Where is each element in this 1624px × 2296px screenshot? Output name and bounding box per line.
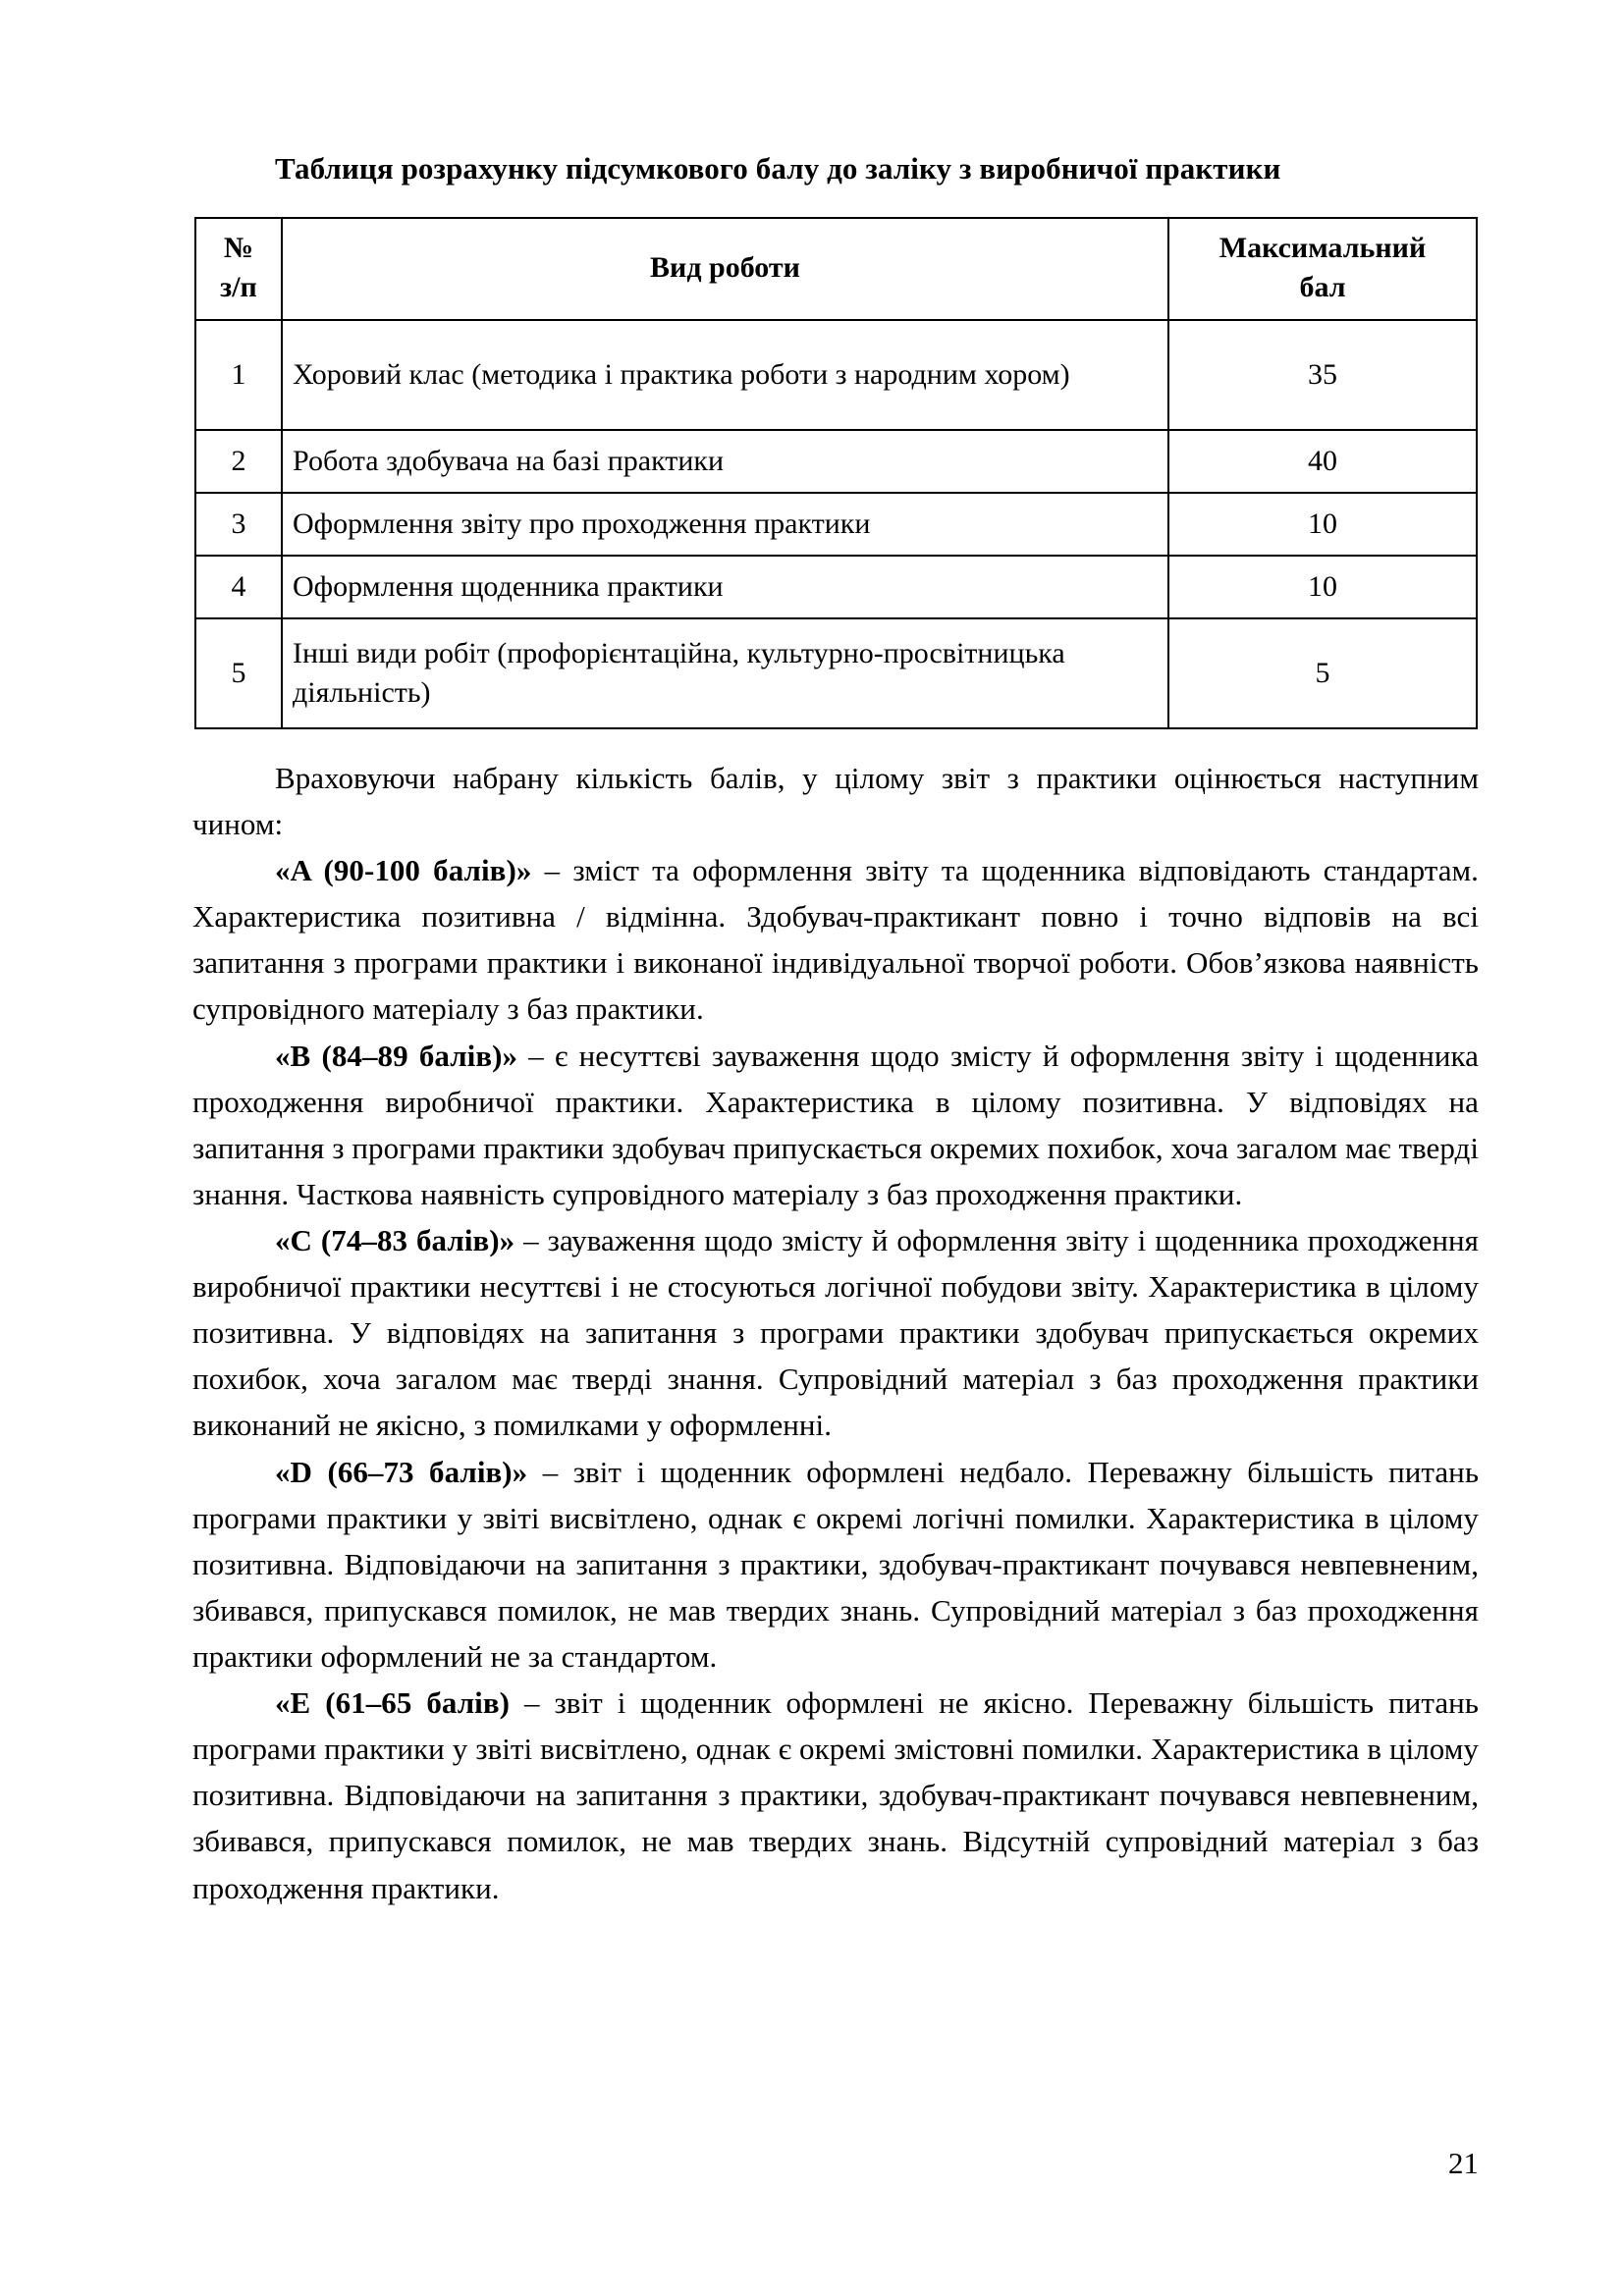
row-number: 3 <box>195 493 282 556</box>
table-row <box>195 430 1477 493</box>
row-max-score: 40 <box>1168 430 1477 493</box>
row-work-type: Хоровий клас (методика і практика роботи з народним хором) <box>282 320 1168 430</box>
grade-paragraph-b <box>192 1033 1479 1217</box>
grade-label-d: «D (66–73 балів)» <box>275 1454 528 1489</box>
column-header-number-line1: № <box>223 232 254 265</box>
page-number: 21 <box>1448 2146 1479 2180</box>
row-work-type: Робота здобувача на базі практики <box>282 430 1168 493</box>
row-number: 5 <box>195 618 282 728</box>
row-number: 1 <box>195 320 282 430</box>
column-header-max-score-line2: бал <box>1299 271 1346 303</box>
table-row <box>195 556 1477 618</box>
page-content <box>192 145 1479 1911</box>
row-work-type: Інші види робіт (профорієнтаційна, культурно-просвітницька діяльність) <box>282 618 1168 728</box>
column-header-number-line2: з/п <box>220 271 257 303</box>
grade-paragraph-e <box>192 1680 1479 1911</box>
grade-text-d: – звіт і щоденник оформлені недбало. Переважну більшість питань програми практики у звіті висвітлено, однак є окремі логічні помилки. Характеристика в цілому позитивна. Відповідаючи на запитання з практики, здобувач-практикант почувався невпевненим, збивався, припускався помилок, не мав твердих знань. Супровідний матеріал з баз проходження практики оформлений не за стандартом. <box>192 1454 1480 1674</box>
column-header-number <box>195 218 282 320</box>
grade-label-b: «B (84–89 балів)» <box>275 1038 518 1073</box>
page-title: Таблиця розрахунку підсумкового балу до заліку з виробничої практики <box>275 151 1281 186</box>
grade-label-a: «A (90-100 балів)» <box>275 853 532 888</box>
row-number: 2 <box>195 430 282 493</box>
grade-text-b: – є несуттєві зауваження щодо змісту й оформлення звіту і щоденника проходження виробничої практики. Характеристика в цілому позитивна. У відповідях на запитання з програми практики здобувач припускається окремих похибок, хоча загалом має тверді знання. Часткова наявність супровідного матеріалу з баз проходження практики. <box>192 1038 1479 1211</box>
grade-label-e: «E (61–65 балів) <box>275 1685 510 1721</box>
table-body <box>195 320 1477 728</box>
intro-paragraph: Враховуючи набрану кількість балів, у цілому звіт з практики оцінюється наступним чином: <box>192 760 1479 841</box>
row-max-score: 10 <box>1168 556 1477 618</box>
row-number: 4 <box>195 556 282 618</box>
score-calculation-table <box>194 217 1478 729</box>
grade-text-e: – звіт і щоденник оформлені не якісно. Переважну більшість питань програми практики у звіті висвітлено, однак є окремі змістовні помилки. Характеристика в цілому позитивна. Відповідаючи на запитання з практики, здобувач-практикант почувався невпевненим, збивався, припускався помилок, не мав твердих знань. Відсутній супровідний матеріал з баз проходження практики. <box>192 1685 1479 1905</box>
row-max-score: 10 <box>1168 493 1477 556</box>
row-max-score: 5 <box>1168 618 1477 728</box>
row-max-score: 35 <box>1168 320 1477 430</box>
grade-paragraph-a <box>192 847 1479 1032</box>
column-header-work-type: Вид роботи <box>282 218 1168 320</box>
table-row <box>195 618 1477 728</box>
table-row <box>195 320 1477 430</box>
column-header-max-score <box>1168 218 1477 320</box>
row-work-type: Оформлення звіту про проходження практики <box>282 493 1168 556</box>
grade-paragraph-d <box>192 1449 1479 1681</box>
table-row <box>195 493 1477 556</box>
grade-text-c: – зауваження щодо змісту й оформлення звіту і щоденника проходження виробничої практики несуттєві і не стосуються логічної побудови звіту. Характеристика в цілому позитивна. У відповідях на запитання з програми практики здобувач припускається окремих похибок, хоча загалом має тверді знання. Супровідний матеріал з баз проходження практики виконаний не якісно, з помилками у оформленні. <box>192 1222 1479 1443</box>
grade-paragraph-c <box>192 1217 1479 1449</box>
row-work-type: Оформлення щоденника практики <box>282 556 1168 618</box>
assessment-description <box>192 755 1479 1911</box>
column-header-max-score-line1: Максимальний <box>1218 232 1427 265</box>
grade-label-c: «C (74–83 балів)» <box>275 1222 515 1257</box>
table-header-row <box>195 218 1477 320</box>
grade-text-a: – зміст та оформлення звіту та щоденника відповідають стандартам. Характеристика позитивна / відмінна. Здобувач-практикант повно і точно відповів на всі запитання з програми практики і виконаної індивідуальної творчої роботи. Обов’язкова наявність супровідного матеріалу з баз практики. <box>192 853 1479 1027</box>
